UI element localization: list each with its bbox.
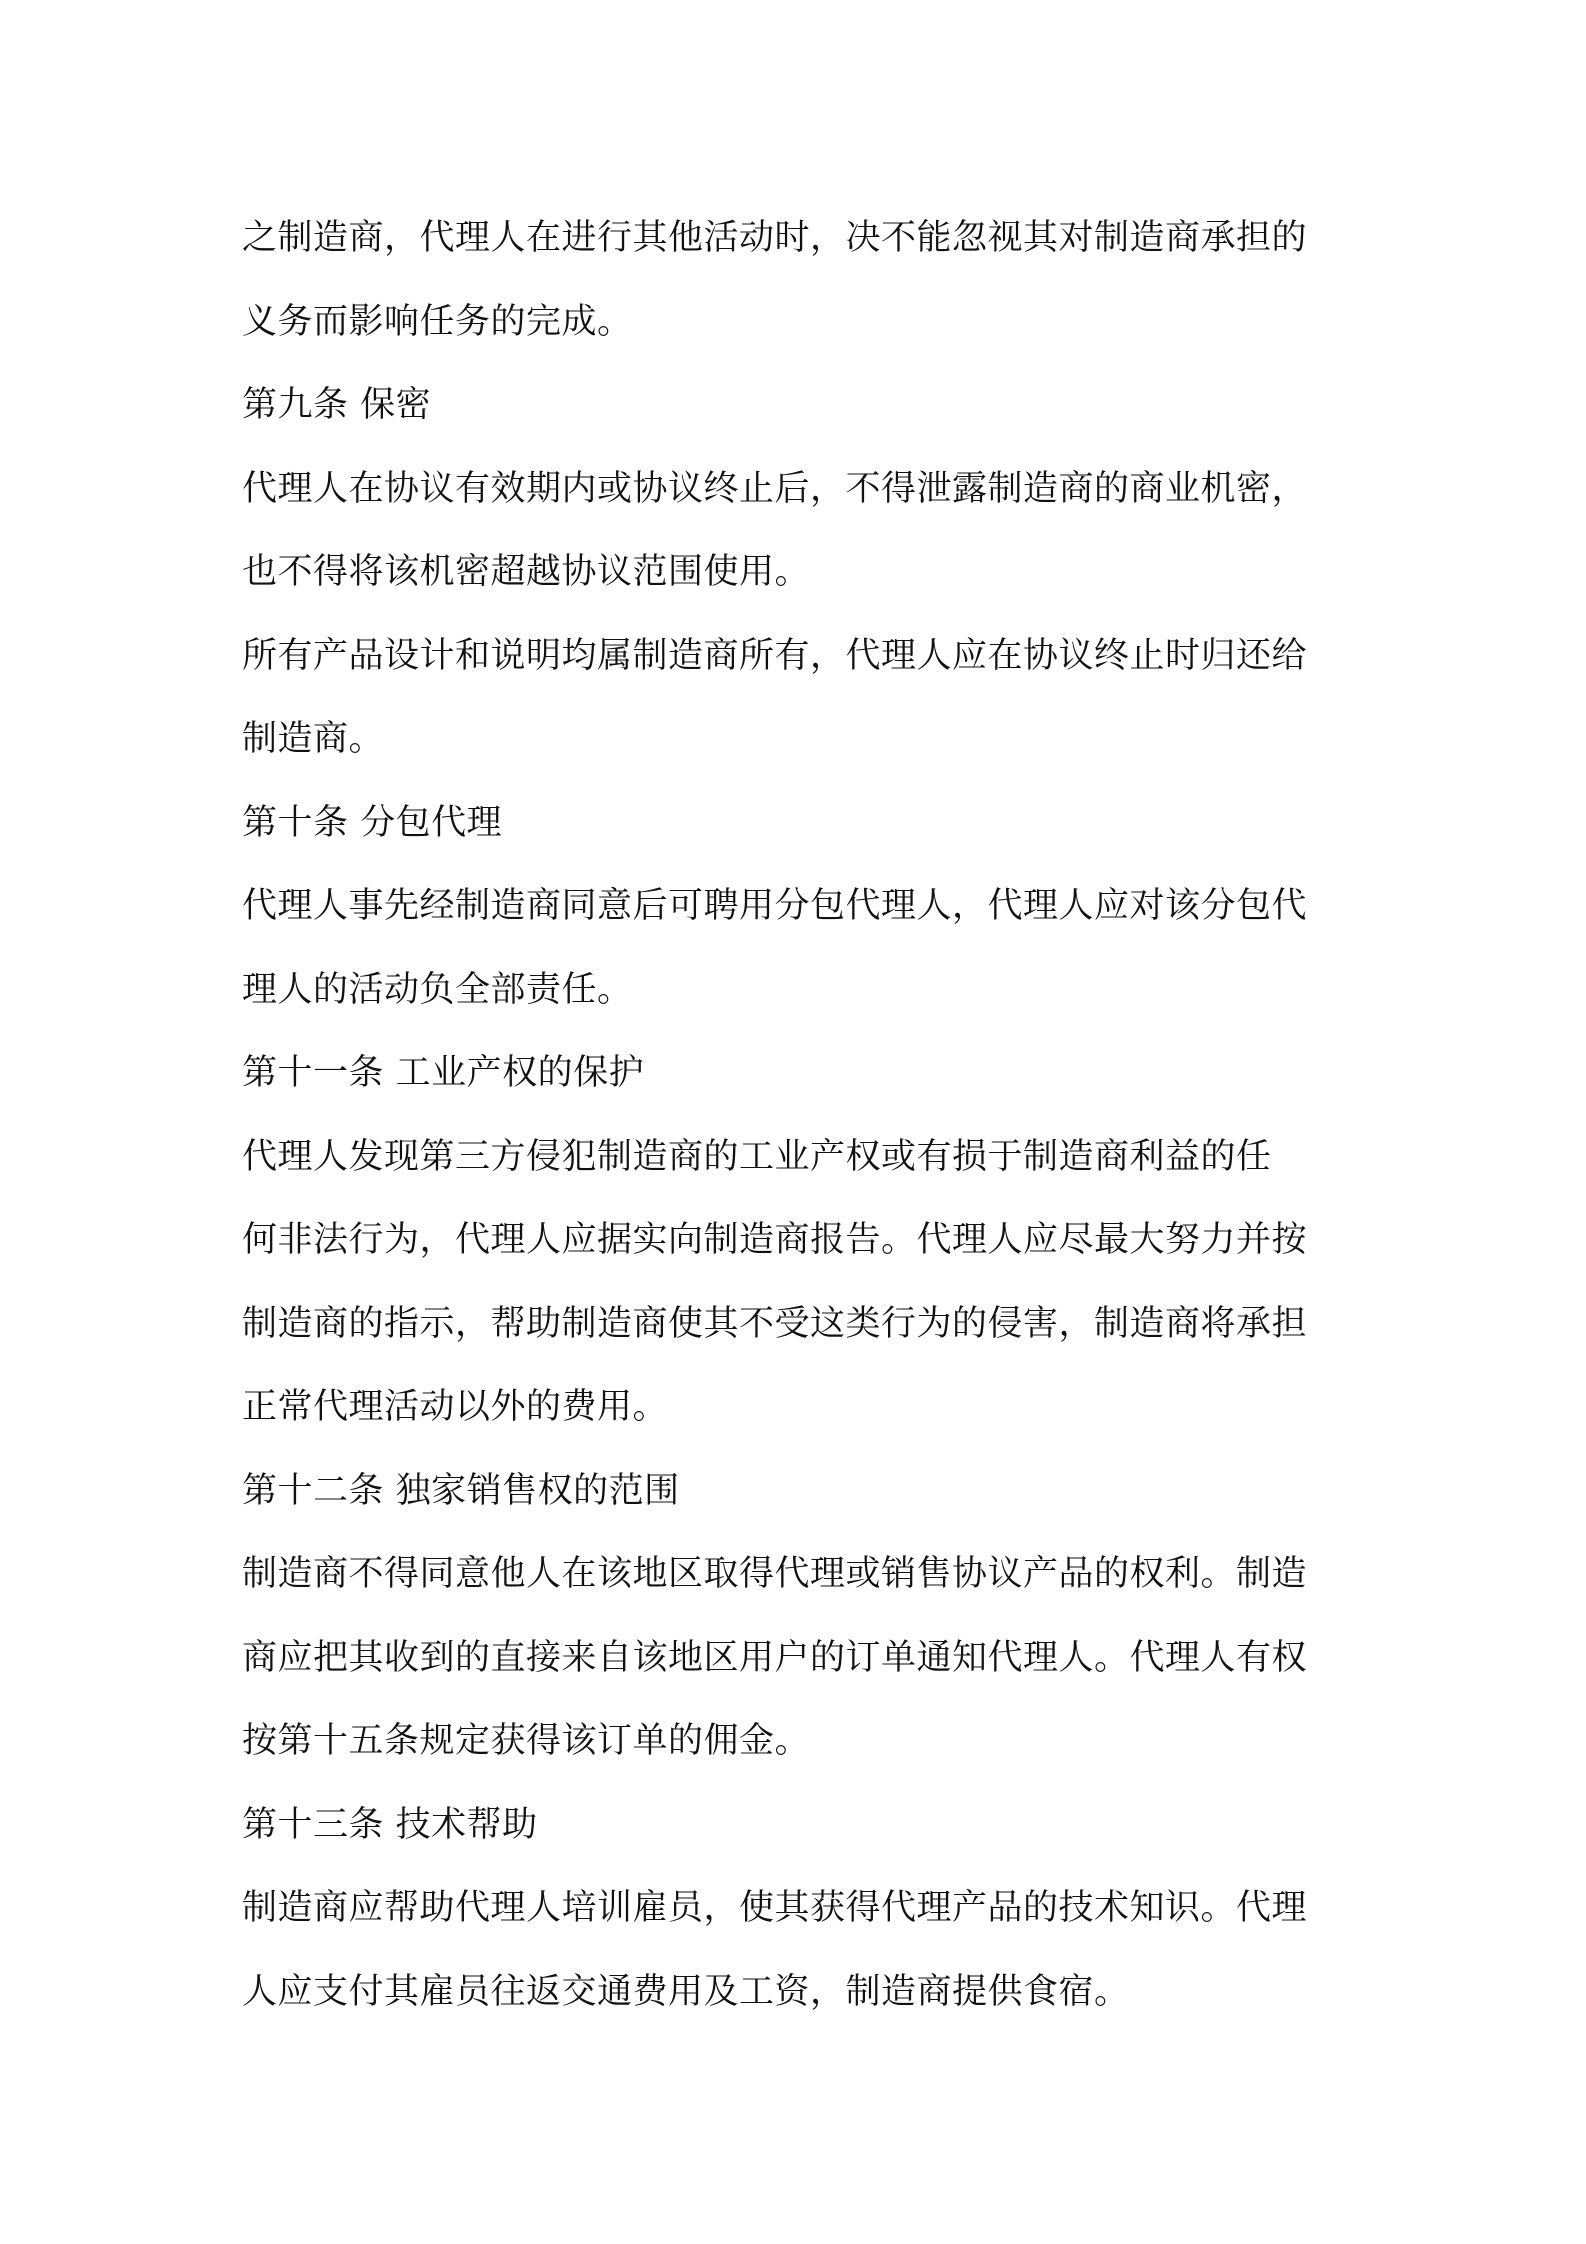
- text-line: 理人的活动负全部责任。: [242, 969, 633, 1010]
- text-line: 按第十五条规定获得该订单的佣金。: [242, 1721, 811, 1761]
- text-line: 代理人在协议有效期内或协议终止后，不得泄露制造商的商业机密，: [242, 468, 1308, 509]
- text-line: 制造商应帮助代理人培训雇员，使其获得代理产品的技术知识。代理: [242, 1888, 1308, 1928]
- section-heading: 第十条 分包代理: [242, 802, 503, 843]
- section-heading: 第十一条 工业产权的保护: [242, 1053, 645, 1093]
- text-line: 商应把其收到的直接来自该地区用户的订单通知代理人。代理人有权: [242, 1637, 1308, 1678]
- text-line: 何非法行为，代理人应据实向制造商报告。代理人应尽最大努力并按: [242, 1220, 1308, 1260]
- text-line: 制造商不得同意他人在该地区取得代理或销售协议产品的权利。制造: [242, 1554, 1308, 1594]
- section-heading: 第十二条 独家销售权的范围: [242, 1470, 680, 1511]
- text-line: 制造商的指示，帮助制造商使其不受这类行为的侵害，制造商将承担: [242, 1303, 1308, 1344]
- section-heading: 第九条 保密: [242, 385, 432, 425]
- text-line: 义务而影响任务的完成。: [242, 301, 633, 342]
- text-line: 所有产品设计和说明均属制造商所有，代理人应在协议终止时归还给: [242, 635, 1308, 676]
- text-line: 之制造商，代理人在进行其他活动时，决不能忽视其对制造商承担的: [242, 218, 1308, 258]
- text-line: 人应支付其雇员往返交通费用及工资，制造商提供食宿。: [242, 1971, 1130, 2012]
- text-line: 正常代理活动以外的费用。: [242, 1387, 669, 1427]
- section-heading: 第十三条 技术帮助: [242, 1804, 538, 1845]
- contract-text: [242, 197, 1352, 2034]
- text-line: 代理人事先经制造商同意后可聘用分包代理人，代理人应对该分包代: [242, 886, 1308, 926]
- text-line: 也不得将该机密超越协议范围使用。: [242, 552, 811, 592]
- text-line: 制造商。: [242, 719, 385, 759]
- text-line: 代理人发现第三方侵犯制造商的工业产权或有损于制造商利益的任: [242, 1136, 1272, 1177]
